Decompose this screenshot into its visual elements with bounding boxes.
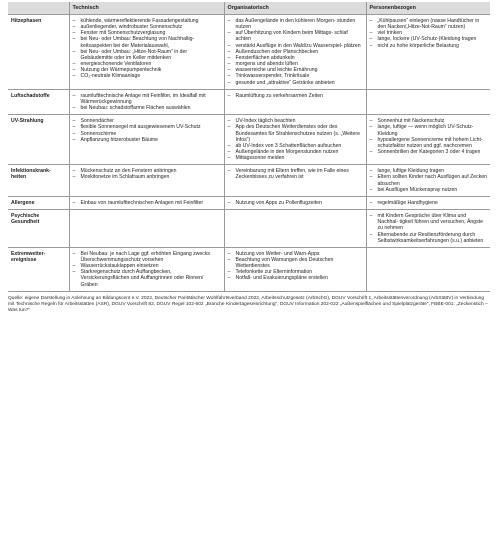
cell-organisatorisch [224,15,366,90]
list-item-text: Vereinbarung mit Eltern treffen, wie im Falle eines Zeckenbisses zu verfahren ist [235,168,349,181]
cell-personenbezogen [366,165,490,197]
list-item [370,18,488,30]
cell-technisch [69,247,224,291]
list-item [370,43,488,49]
dash-bullet-icon: – [72,168,76,175]
cell-technisch [69,89,224,114]
dash-bullet-icon: – [227,250,231,257]
dash-bullet-icon: – [227,155,231,162]
table-row [8,196,490,209]
list-item-text: nicht zu hohe körperliche Belastung [377,42,459,49]
list-item [228,80,363,86]
dash-bullet-icon: – [72,61,76,68]
dash-bullet-icon: – [227,42,231,49]
list-item-text: Fensterflächen abdunkeln [235,54,295,61]
list-item-text: flexible Sonnensegel mit ausgewiesenem UV-Schutz [80,124,201,131]
list-item [228,200,363,206]
list-item-text: raumlufttechnische Anlage mit Feinfilter, im Idealfall mit Wärmerückgewinnung [80,92,206,105]
source-note: Quelle: eigene Darstellung in Anlehnung an Bildungscent e.V. 2022, Deutscher Paritätischer Wohlfahrtsverband 2022, Arbeitsschutzgesetz (ArbSchG), DGUV Vorschrift 1, Arbeitsstättenverordnung (ArbStättV) in Verbindung mit Technische Regeln für Arbeitsstätten (ASR), DGUV Vorschrift 82, DGUV Regel 102-602 „Branche Kindertageseinrichtung“, DGUV Information 202-022 „Außenspielflächen und Spielplatzgeräte“, FBBE-001: „Zeckenstich – Was tun?“ [8,295,488,313]
list-item-text: bei Neubau: schadstoffarme Flächen auswählen [80,105,191,112]
row-category: Extremwetter- ereignisse [8,247,69,291]
dash-bullet-icon: – [369,213,373,220]
cell-technisch [69,210,224,248]
dash-bullet-icon: – [72,36,76,43]
list-item [73,36,221,48]
list-item-text: Außengelände in den Morgenstunden nutzen [235,148,339,155]
list-item [73,93,221,105]
dash-bullet-icon: – [72,250,76,257]
dash-bullet-icon: – [72,136,76,143]
list-item-text: bei Neu- oder Umbau: „Hitze-Not-Raum“ in der Gebäudemitte oder im Keller mitdenken [80,48,188,61]
list-item-text: lange, luftige — wenn möglich UV-Schutz- Kleidung [377,124,474,137]
dash-bullet-icon: – [227,257,231,263]
list-item-text: hypoallergene Sonnencreme mit hohem Licht- schutzfaktor nutzen und ggf. nachcremen [377,136,483,149]
list-item [73,200,221,206]
dash-bullet-icon: – [227,148,231,155]
cell-organisatorisch [224,89,366,114]
list-item-text: wasserreiche und leichte Ernährung [235,67,318,74]
list-item [73,73,221,79]
cell-organisatorisch [224,247,366,291]
row-category: Hitzephasen [8,15,69,90]
table-row [8,15,490,90]
table-row [8,115,490,165]
dash-bullet-icon: – [227,275,231,282]
dash-bullet-icon: – [72,105,76,112]
list-item-text: Einbau von raumlufttechnischen Anlagen mit Feinfilter [80,199,204,206]
dash-bullet-icon: – [72,30,76,37]
dash-bullet-icon: – [369,118,373,125]
list-item [228,18,363,30]
list-item-text: viel trinken [377,30,403,37]
list-item-text: bei Ausflügen Mückenspray nutzen [377,186,458,193]
header-technisch: Technisch [69,2,224,15]
dash-bullet-icon: – [369,186,373,193]
list-item [370,200,488,206]
list-item [228,275,363,281]
dash-bullet-icon: – [369,231,373,238]
row-category: Luftschadstoffe [8,89,69,114]
dash-bullet-icon: – [369,136,373,143]
cell-personenbezogen [366,210,490,248]
list-item-text: das Außengelände in den kühleren Morgen- stunden nutzen [235,18,356,31]
list-item-text: auf Überhitzung von Kindern beim Mittags- schlaf achten [235,30,348,43]
table-header-row [8,2,490,15]
list-item-text: UV-Index täglich beachten [235,118,296,125]
list-item-text: Sonnenhut mit Nackenschutz [377,118,445,125]
cell-personenbezogen [366,115,490,165]
list-item [228,168,363,180]
list-item-text: kühlende, wärmereflektierende Fassadengestaltung [80,18,199,24]
dash-bullet-icon: – [227,54,231,61]
cell-organisatorisch [224,115,366,165]
header-personenbezogen: Personenbezogen [366,2,490,15]
cell-organisatorisch [224,210,366,248]
table-row [8,247,490,291]
header-organisatorisch: Organisatorisch [224,2,366,15]
list-item-text: Nutzung der Wärmepumpentechnik [80,67,162,74]
list-item-text: Raumlüftung zu verkehrsarmen Zeiten [235,92,323,99]
list-item-text: CO₂-neutrale Klimaanlage [80,73,141,80]
dash-bullet-icon: – [369,174,373,181]
list-item-text: Elternabende zur Resilienzförderung durch Selbstwirksamkeitserfahrungen (s.u.) anbieten [377,231,484,244]
dash-bullet-icon: – [72,24,76,31]
table-row [8,89,490,114]
header-category [8,2,69,15]
dash-bullet-icon: – [227,61,231,68]
cell-organisatorisch [224,196,366,209]
list-item [73,137,221,143]
list-item-text: Moskitonetze im Schlafraum anbringen [80,174,170,181]
list-item [73,269,221,287]
list-item-text: Außenduschen oder Planschbecken [235,48,319,55]
cell-technisch [69,15,224,90]
dash-bullet-icon: – [227,168,231,175]
list-item [370,124,488,136]
row-category: Psychische Gesundheit [8,210,69,248]
list-item-text: Mittagssonne meiden [235,155,285,162]
list-item [370,137,488,149]
cell-personenbezogen [366,15,490,90]
list-item-text: Sonnendächer [80,118,114,125]
dash-bullet-icon: – [369,42,373,49]
list-item-text: energieschonende Ventilatoren [80,61,152,68]
list-item-text: morgens und abends lüften [235,61,298,68]
list-item [228,30,363,42]
list-item-text: regelmäßige Handhygiene [377,199,438,206]
list-item-text: lange, luftige Kleidung tragen [377,168,445,175]
row-category: Allergene [8,196,69,209]
measures-document [8,2,490,314]
list-item-text: Beachtung von Warnungen des Deutschen Wetterdienstes [235,257,334,270]
dash-bullet-icon: – [369,199,373,206]
dash-bullet-icon: – [72,67,76,74]
list-item [73,174,221,180]
list-item [228,155,363,161]
cell-personenbezogen [366,247,490,291]
dash-bullet-icon: – [227,118,231,125]
list-item-text: Trinkwasserspender, Trinkrituale [235,73,310,80]
cell-technisch [69,115,224,165]
cell-technisch [69,165,224,197]
list-item-text: lange, lockere (UV-Schutz-)Kleidung tragen [377,36,477,43]
table-row [8,165,490,197]
dash-bullet-icon: – [72,18,76,24]
list-item-text: außenliegender, windrobuster Sonnenschutz [80,24,183,31]
dash-bullet-icon: – [227,142,231,149]
list-item [228,124,363,142]
table-row [8,210,490,248]
cell-organisatorisch [224,165,366,197]
list-item-text: Nutzung von Wetter- und Warn-Apps [235,250,320,257]
list-item-text: Mückenschutz an den Fenstern anbringen [80,168,177,175]
dash-bullet-icon: – [369,168,373,175]
cell-personenbezogen [366,89,490,114]
list-item-text: „Kühlpausen“ einlegen (nasse Handtücher in den Nacken/„Hitze-Not-Raum“ nutzen) [377,18,480,31]
list-item-text: mit Kindern Gespräche über Klima und Nachhal- tigkeit führen und versuchen, Ängste zu nehmen [377,213,483,232]
dash-bullet-icon: – [72,73,76,80]
list-item-text: Telefonkette zur Elterninformation [235,269,313,276]
list-item [370,149,488,155]
dash-bullet-icon: – [369,36,373,43]
list-item-text: Sonnenbrillen der Kategorien 3 oder 4 tragen [377,148,481,155]
table-body [8,15,490,292]
cell-personenbezogen [366,196,490,209]
list-item-text: ab UV-Index von 3 Schattenflächen aufsuchen [235,142,342,149]
dash-bullet-icon: – [227,124,231,131]
list-item-text: Notfall- und Evakuierungspläne erstellen [235,275,328,282]
dash-bullet-icon: – [72,130,76,137]
dash-bullet-icon: – [227,92,231,99]
list-item-text: App des Deutschen Wetterdienstes oder des Bundesamtes für Strahlenschutzes nutzen (s. „Weitere Infos“) [235,124,360,143]
list-item-text: bei Neu- oder Umbau: Beachtung von Nachhaltig- keitsaspekten bei der Materialauswahl, [80,36,195,49]
dash-bullet-icon: – [72,118,76,125]
dash-bullet-icon: – [227,30,231,37]
list-item [73,49,221,61]
cell-technisch [69,196,224,209]
dash-bullet-icon: – [369,18,373,24]
list-item-text: Nutzung von Apps zu Pollenflugzeiten [235,199,322,206]
list-item [370,213,488,231]
list-item [73,251,221,263]
dash-bullet-icon: – [227,48,231,55]
dash-bullet-icon: – [72,174,76,181]
measures-table [8,2,490,292]
dash-bullet-icon: – [369,148,373,155]
row-category: UV-Strahlung [8,115,69,165]
dash-bullet-icon: – [72,269,76,276]
list-item-text: Sonnenschirme [80,130,117,137]
dash-bullet-icon: – [227,269,231,276]
list-item [370,174,488,186]
list-item-text: Eltern sollten Kinder nach Ausflügen auf Zecken absuchen [377,174,487,187]
dash-bullet-icon: – [227,18,231,24]
dash-bullet-icon: – [72,92,76,99]
list-item [370,232,488,244]
list-item-text: verstärkt Ausflüge in den Wald/zu Wasserspiel- plätzen [235,42,361,49]
list-item-text: Starkregenschutz durch Auffangbecken, Versickerungsflächen und Auffangrinnen oder Rinnen/ Gräben [80,269,204,288]
list-item [370,187,488,193]
dash-bullet-icon: – [72,263,76,270]
list-item-text: Fenster mit Sonnenschutzverglasung [80,30,166,37]
list-item-text: Bei Neubau: je nach Lage ggf. erhöhten Eingang zwecks Überschwemmungsschutz vorsehen [80,250,210,263]
list-item-text: gesunde und „attraktive“ Getränke anbieten [235,79,335,86]
list-item [228,257,363,269]
dash-bullet-icon: – [227,67,231,74]
dash-bullet-icon: – [369,30,373,37]
row-category: Infektionskrank- heiten [8,165,69,197]
dash-bullet-icon: – [72,124,76,131]
list-item [73,105,221,111]
dash-bullet-icon: – [227,199,231,206]
dash-bullet-icon: – [72,48,76,55]
dash-bullet-icon: – [369,124,373,131]
dash-bullet-icon: – [72,199,76,206]
list-item [228,93,363,99]
dash-bullet-icon: – [227,79,231,86]
list-item-text: Wasserrückstauklappen einsetzen [80,263,159,270]
list-item-text: Anpflanzung hitzerobuster Bäume [80,136,158,143]
dash-bullet-icon: – [227,73,231,80]
